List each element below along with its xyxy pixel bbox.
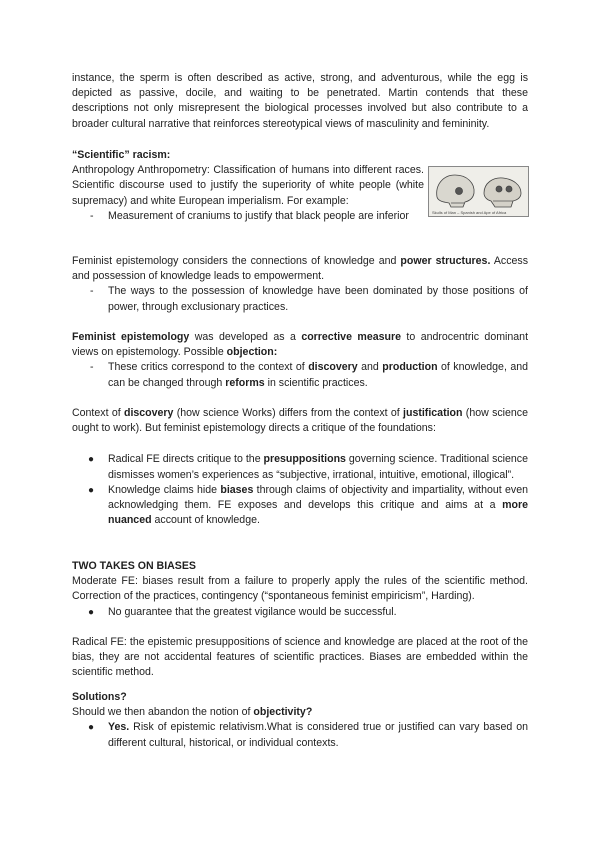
context-item-presuppositions: Radical FE directs critique to the presuppositions governing science. Traditional science dismisses women’s experiences as “subjective, irrational, intuitive, emotional, illogical”. bbox=[108, 453, 528, 481]
list-item bbox=[72, 452, 528, 482]
list-item bbox=[72, 720, 528, 750]
epistemology-power-bullet: The ways to the possession of knowledge have been dominated by those positions of power, through exclusionary practices. bbox=[108, 285, 528, 313]
context-section bbox=[72, 406, 528, 528]
list-item bbox=[72, 284, 528, 314]
racism-body: Anthropology Anthropometry: Classification of humans into different races. Scientific discourse used to justify the superiority of white people (white supremacy) and white European imperialism. For example: bbox=[72, 164, 424, 207]
dot-bullet: ● bbox=[88, 454, 95, 466]
dot-bullet: ● bbox=[88, 722, 95, 734]
moderate-fe-paragraph: Moderate FE: biases result from a failure to properly apply the rules of the scientific method. Correction of the practices, contingency (“spontaneous feminist empiricism”, Harding). bbox=[72, 575, 528, 603]
epistemology-corrective-paragraph: Feminist epistemology was developed as a corrective measure to androcentric dominant views on epistemology. Possible objection: bbox=[72, 331, 529, 359]
solutions-item-yes: Yes. Risk of epistemic relativism.What is considered true or justified can vary based on different cultural, historical, or individual contexts. bbox=[108, 721, 528, 749]
solutions-section bbox=[72, 690, 528, 751]
epistemology-corrective-bullet: These critics correspond to the context of discovery and production of knowledge, and can be changed through reforms in scientific practices. bbox=[108, 361, 529, 389]
moderate-fe-bullet: No guarantee that the greatest vigilance would be successful. bbox=[108, 605, 397, 618]
radical-fe-paragraph: Radical FE: the epistemic presuppositions of science and knowledge are placed at the root of the bias, they are not accidental features of scientific practices. Biases are embedded within the scientific method. bbox=[72, 635, 528, 679]
dash-bullet: - bbox=[90, 285, 94, 298]
dash-bullet: - bbox=[90, 361, 94, 374]
epistemology-corrective-section bbox=[72, 330, 528, 391]
racism-bullet-text: Measurement of craniums to justify that black people are inferior bbox=[108, 209, 409, 222]
intro-paragraph: instance, the sperm is often described as active, strong, and adventurous, while the egg is depicted as passive, docile, and waiting to be penetrated. Martin contends that these descriptions not only misrepresent the biological processes involved but also contribute to a broader cultural narrative that reinforces stereotypical views of masculinity and femininity. bbox=[72, 72, 528, 130]
list-item bbox=[72, 360, 528, 390]
list-item bbox=[72, 605, 528, 620]
list-item bbox=[72, 483, 528, 529]
intro-section bbox=[72, 71, 528, 132]
dot-bullet: ● bbox=[88, 484, 95, 496]
racism-heading: “Scientific” racism: bbox=[72, 149, 171, 161]
biases-section bbox=[72, 559, 528, 680]
context-paragraph: Context of discovery (how science Works) differs from the context of justification (how science ought to work). But feminist epistemology directs a critique of the foundations: bbox=[72, 407, 528, 435]
context-item-biases: Knowledge claims hide biases through claims of objectivity and impartiality, without even acknowledging them. FE exposes and develops this critique and aims at a more nuanced account of knowledge. bbox=[108, 483, 528, 527]
solutions-heading: Solutions? bbox=[72, 691, 127, 703]
solutions-question: Should we then abandon the notion of objectivity? bbox=[72, 706, 313, 719]
epistemology-power-section bbox=[72, 254, 528, 315]
epistemology-power-paragraph: Feminist epistemology considers the connections of knowledge and power structures. Access and possession of knowledge leads to empowerment. bbox=[72, 255, 528, 283]
figure-caption: Skulls of Man – Spanish and Ape of Africa bbox=[432, 210, 507, 215]
dot-bullet: ● bbox=[88, 606, 95, 618]
skulls-figure bbox=[428, 166, 529, 217]
dash-bullet: - bbox=[90, 209, 94, 222]
skulls-illustration bbox=[429, 167, 528, 216]
biases-heading: TWO TAKES ON BIASES bbox=[72, 560, 196, 572]
